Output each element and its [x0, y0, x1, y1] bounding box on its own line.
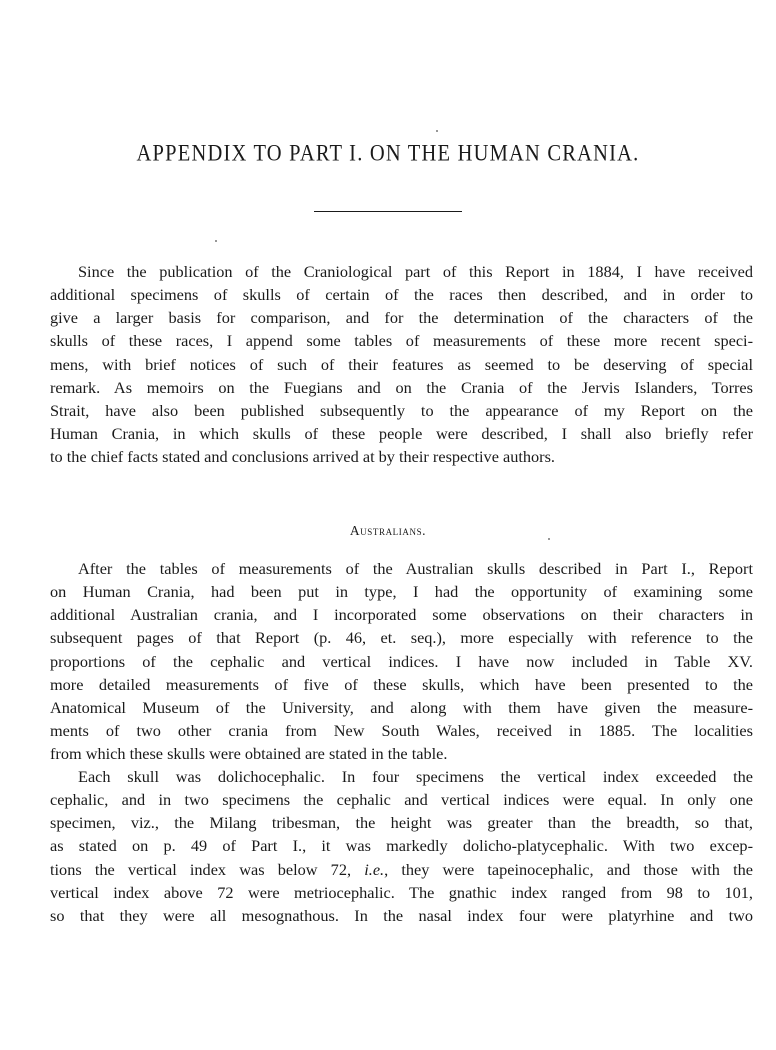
paragraph-line: Anatomical Museum of the University, and along with them have given the measure- [50, 697, 753, 717]
intro-paragraph [50, 260, 753, 468]
paragraph-line: After the tables of measurements of the Australian skulls described in Part I., Report [78, 559, 753, 578]
paragraph-line: proportions of the cephalic and vertical indices. I have now included in Table XV. [50, 651, 753, 671]
intro-line: to the chief facts stated and conclusions arrived at by their respective authors. [50, 447, 555, 467]
paragraph-line: cephalic, and in two specimens the cephalic and vertical indices were equal. In only one [50, 790, 753, 810]
paragraph-line: additional Australian crania, and I incorporated some observations on their characters in [50, 605, 753, 625]
intro-line: remark. As memoirs on the Fuegians and on the Crania of the Jervis Islanders, Torres [50, 377, 753, 397]
intro-line: additional specimens of skulls of certain of the races then described, and in order to [50, 285, 753, 305]
paragraph-line: as stated on p. 49 of Part I., it was markedly dolicho-platycephalic. With two excep- [50, 836, 753, 856]
page-title: APPENDIX TO PART I. ON THE HUMAN CRANIA. [136, 141, 640, 167]
paragraph-line: ments of two other crania from New South Wales, received in 1885. The localities [50, 721, 753, 741]
line-text: , they were tapeinocephalic, and those with the [384, 859, 753, 879]
paragraph-line: on Human Crania, had been put in type, I had the opportunity of examining some [50, 582, 753, 602]
intro-line: mens, with brief notices of such of their features as seemed to be deserving of special [50, 354, 753, 374]
print-speck [436, 130, 438, 132]
paragraph-line: specimen, viz., the Milang tribesman, the height was greater than the breadth, so that, [50, 813, 753, 833]
print-speck [215, 240, 217, 242]
paragraph-line: so that they were all mesognathous. In the nasal index four were platyrhine and two [50, 905, 753, 925]
intro-line: Since the publication of the Craniological part of this Report in 1884, I have received [78, 262, 753, 281]
paragraph-line: vertical index above 72 were metriocephalic. The gnathic index ranged from 98 to 101, [50, 882, 753, 902]
intro-line: skulls of these races, I append some tables of measurements of these more recent speci- [50, 331, 753, 351]
paragraph-line: Each skull was dolichocephalic. In four specimens the vertical index exceeded the [78, 767, 753, 786]
australians-paragraph-2 [50, 765, 753, 927]
paragraph-line: more detailed measurements of five of these skulls, which have been presented to the [50, 674, 753, 694]
section-heading: Australians. [349, 523, 427, 538]
intro-line: give a larger basis for comparison, and for the determination of the characters of the [50, 308, 753, 328]
emphasis-ie: i.e. [364, 859, 385, 879]
intro-line: Strait, have also been published subsequently to the appearance of my Report on the [50, 400, 753, 420]
paragraph-line: from which these skulls were obtained are stated in the table. [50, 744, 448, 764]
intro-line: Human Crania, in which skulls of these people were described, I shall also briefly refer [50, 424, 753, 444]
line-text: tions the vertical index was below 72, [50, 859, 365, 879]
paragraph-line [50, 858, 753, 881]
title-divider [314, 211, 462, 212]
australians-paragraph-1 [50, 557, 753, 765]
paragraph-line: subsequent pages of that Report (p. 46, et. seq.), more especially with reference to the [50, 628, 753, 648]
